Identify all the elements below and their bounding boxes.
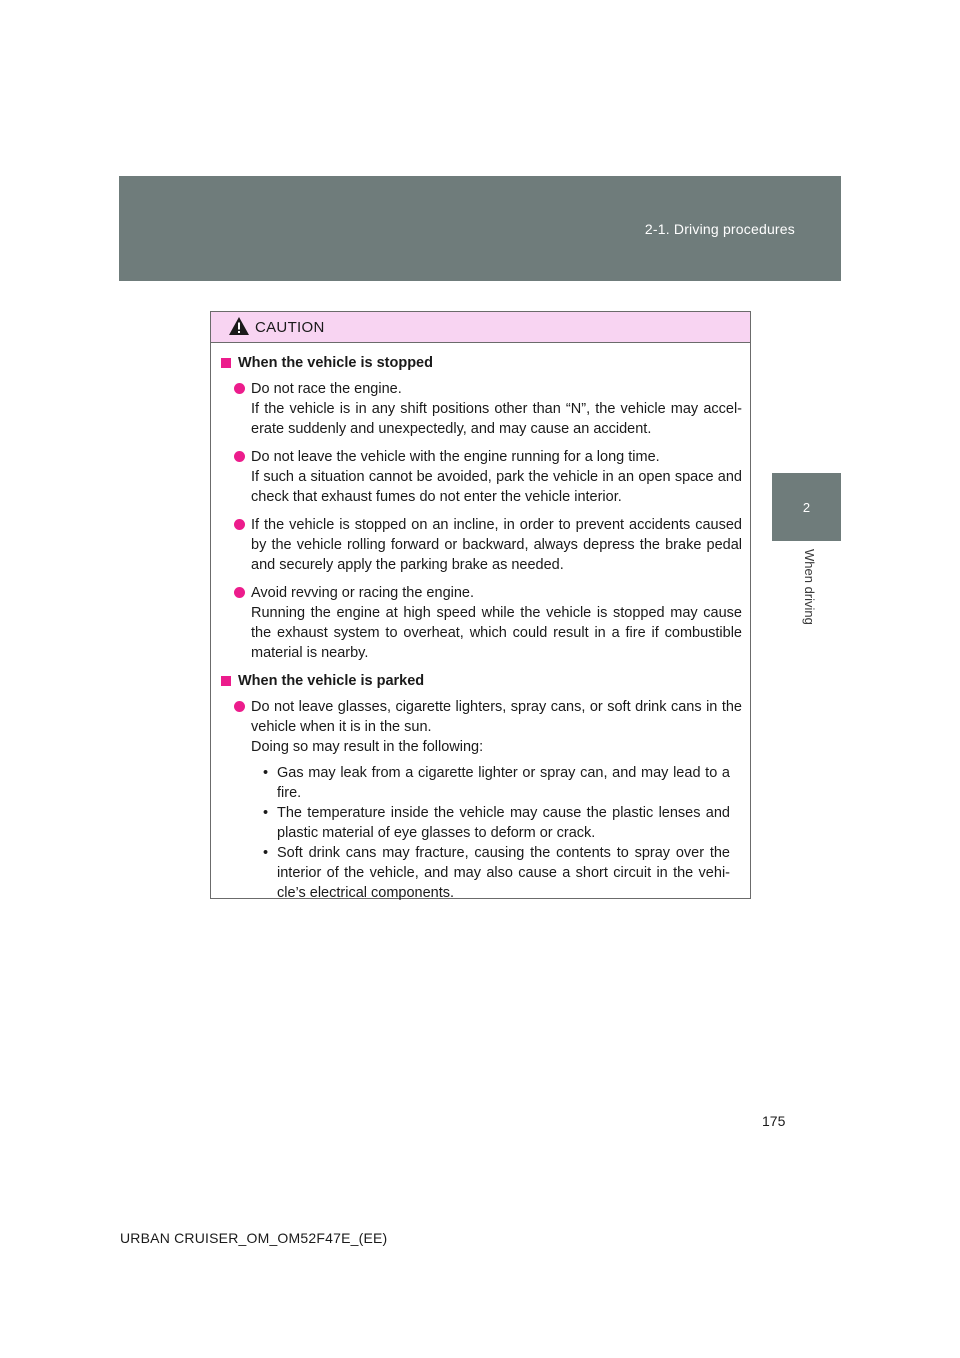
item-text: Doing so may result in the following:: [251, 739, 484, 755]
caution-box: [210, 311, 751, 899]
list-item: [234, 379, 742, 439]
chapter-label: When driving: [802, 549, 817, 625]
square-bullet-icon: [221, 358, 231, 368]
header-band: [119, 176, 841, 281]
sub-bullet: •: [263, 845, 269, 861]
sub-list: [251, 763, 742, 903]
list-item: [234, 447, 742, 507]
list-item: [234, 697, 742, 903]
document-id: URBAN CRUISER_OM_OM52F47E_(EE): [120, 1230, 388, 1246]
item-text: Avoid revving or racing the engine.: [251, 585, 475, 601]
circle-bullet-icon: [234, 519, 245, 530]
caution-title: CAUTION: [255, 319, 325, 336]
sub-list-item: [263, 803, 742, 843]
item-text: Do not race the engine.: [251, 381, 402, 397]
sub-list-item: [263, 763, 742, 803]
list-item: [234, 515, 742, 575]
square-bullet-icon: [221, 676, 231, 686]
sub-item-text: The temperature inside the vehicle may cause the plastic lenses and plastic material of eye glasses to deform or crack.: [277, 805, 730, 841]
sub-bullet: •: [263, 765, 269, 781]
item-text: Running the engine at high speed while the vehicle is stopped may cause the exhaust system to overheat, which could result in a fire if combustible material is nearby.: [251, 605, 742, 661]
circle-bullet-icon: [234, 451, 245, 462]
item-text: Do not leave the vehicle with the engine running for a long time.: [251, 449, 660, 465]
item-text: If the vehicle is stopped on an incline, in order to prevent accidents caused by the vehicle rolling forward or backward, always depress the brake pedal and securely apply the parking brake as needed.: [251, 517, 742, 573]
caution-body: [211, 343, 750, 903]
item-text: If the vehicle is in any shift positions other than “N”, the vehicle may accel-erate suddenly and unexpectedly, and may cause an accident.: [251, 401, 742, 437]
chapter-tab: [772, 473, 841, 541]
chapter-number: 2: [802, 500, 811, 515]
sub-item-text: Gas may leak from a cigarette lighter or spray can, and may lead to a fire.: [277, 765, 730, 801]
sub-item-text: Soft drink cans may fracture, causing the contents to spray over the interior of the vehicle, and may also cause a short circuit in the vehi-cle’s electrical components.: [277, 845, 730, 901]
list-item: [234, 583, 742, 663]
item-text: Do not leave glasses, cigarette lighters, spray cans, or soft drink cans in the vehicle when it is in the sun.: [251, 699, 742, 735]
sub-list-item: [263, 843, 742, 903]
section-heading-text: When the vehicle is parked: [238, 673, 425, 689]
circle-bullet-icon: [234, 383, 245, 394]
section-heading: [221, 353, 742, 373]
warning-triangle-icon: [228, 316, 250, 336]
sub-bullet: •: [263, 805, 269, 821]
circle-bullet-icon: [234, 587, 245, 598]
page-number: 175: [762, 1113, 786, 1129]
section-heading: [221, 671, 742, 691]
section-title: 2-1. Driving procedures: [644, 221, 795, 237]
item-text: If such a situation cannot be avoided, park the vehicle in an open space and check that exhaust fumes do not enter the vehicle interior.: [251, 469, 742, 505]
caution-header: [211, 312, 750, 343]
section-heading-text: When the vehicle is stopped: [238, 355, 433, 371]
circle-bullet-icon: [234, 701, 245, 712]
